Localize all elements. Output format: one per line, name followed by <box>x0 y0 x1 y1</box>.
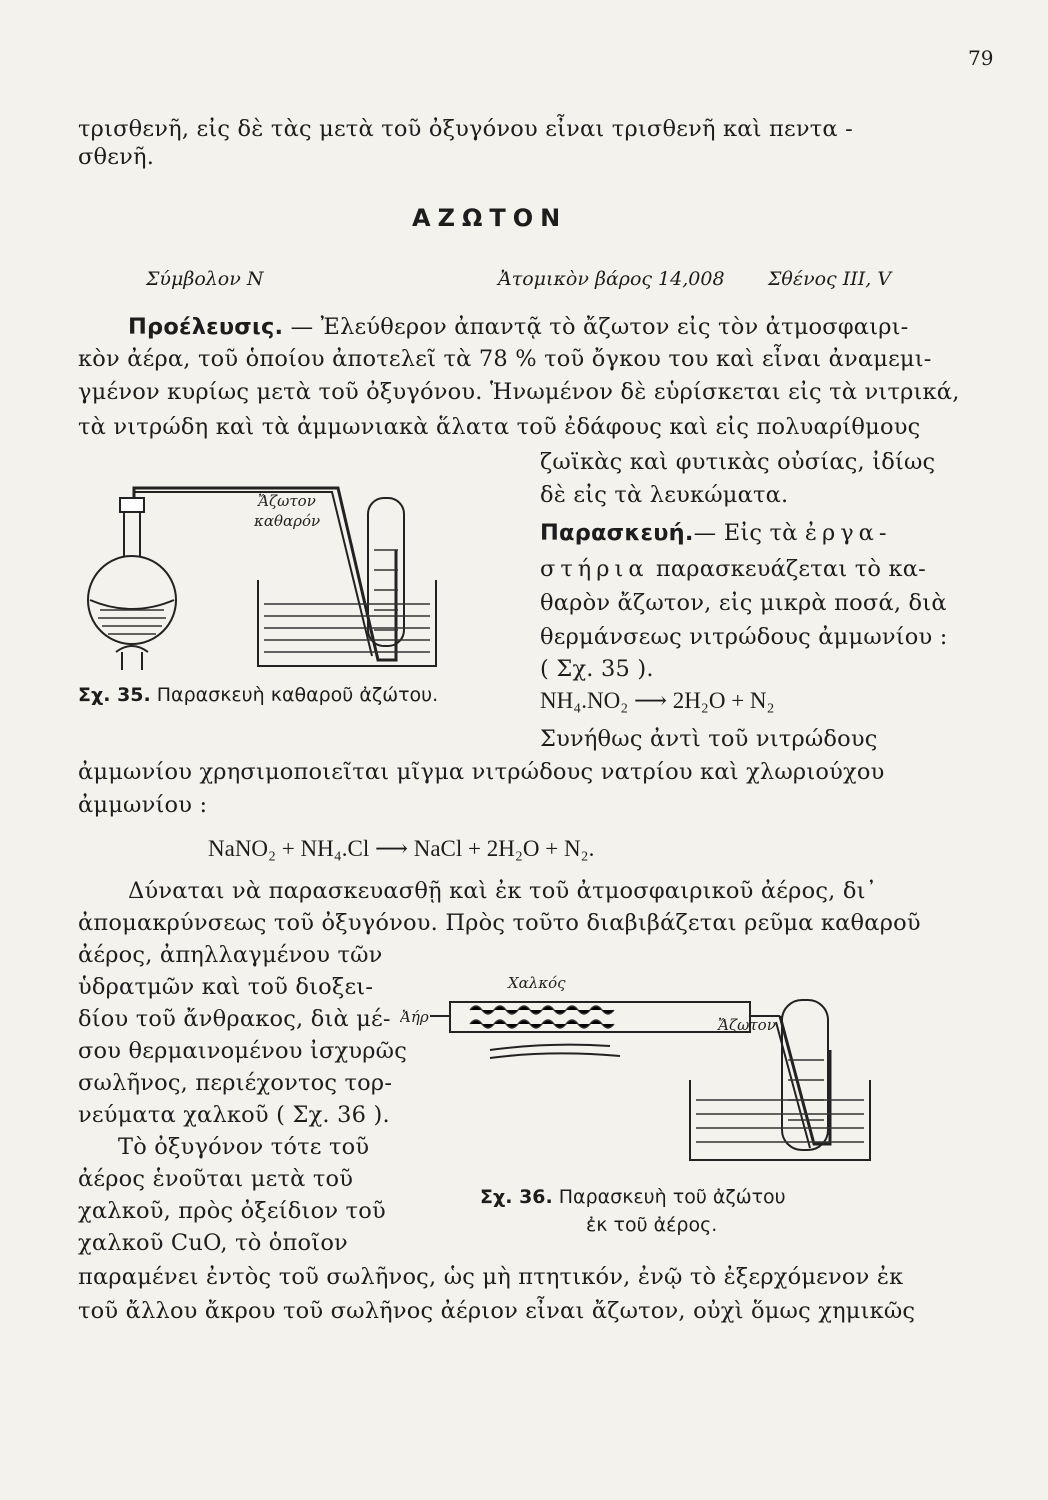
text-line: Τὸ ὀξυγόνον τότε τοῦ <box>118 1134 370 1160</box>
text-line: Συνήθως ἀντὶ τοῦ νιτρώδους <box>540 726 878 752</box>
valence: Σθένος III, V <box>768 268 892 290</box>
text-line: δίου τοῦ ἄνθρακος, διὰ μέ- <box>78 1006 391 1032</box>
text-line: ἀπομακρύνσεως τοῦ ὀξυγόνου. Πρὸς τοῦτο διαβιβάζεται ρεῦμα καθαροῦ <box>78 910 921 936</box>
text-fragment: παρασκευάζεται τὸ κα- <box>648 556 926 582</box>
text-line: ἀέρος ἑνοῦται μετὰ τοῦ <box>78 1166 354 1192</box>
figure-35-label-pure: καθαρόν <box>254 512 321 530</box>
text-fragment: — Εἰς τὰ <box>693 520 805 546</box>
text-line: ὑδρατμῶν καὶ τοῦ διοξει- <box>78 974 374 1000</box>
text-line: θαρὸν ἄζωτον, εἰς μικρὰ ποσά, διὰ <box>540 590 947 616</box>
text-line: χαλκοῦ, πρὸς ὀξείδιον τοῦ <box>78 1198 386 1224</box>
text-line: θερμάνσεως νιτρώδους ἀμμωνίου : <box>540 624 948 650</box>
text-line: γμένον κυρίως μετὰ τοῦ ὀξυγόνου. Ἡνωμένον δὲ εὑρίσκεται εἰς τὰ νιτρικά, <box>78 379 960 405</box>
text-line: σθενῆ. <box>78 144 155 170</box>
text-line: σου θερμαινομένου ἰσχυρῶς <box>78 1038 408 1064</box>
figure-35-label-gas: Ἄζωτον <box>258 492 316 510</box>
atomic-weight: Ἀτομικὸν βάρος 14,008 <box>498 268 725 290</box>
figure-35-caption-text: Παρασκευὴ καθαροῦ ἀζώτου. <box>150 684 439 706</box>
figure-36-label-copper: Χαλκός <box>508 974 566 992</box>
text-line: τρισθενῆ, εἰς δὲ τὰς μετὰ τοῦ ὀξυγόνου εἶναι τρισθενῆ καὶ πεντα - <box>78 116 853 142</box>
text-line: ἀέρος, ἀπηλλαγμένου τῶν <box>78 942 383 968</box>
text-line: — Ἐλεύθερον ἀπαντᾷ τὸ ἄζωτον εἰς τὸν ἀτμοσφαιρι- <box>283 314 909 340</box>
text-line: Δύναται νὰ παρασκευασθῇ καὶ ἐκ τοῦ ἀτμοσφαιρικοῦ ἀέρος, δι᾽ <box>128 878 878 904</box>
text-line: ἀμμωνίου : <box>78 792 208 818</box>
element-symbol: Σύμβολον N <box>146 268 264 290</box>
text-line: κὸν ἀέρα, τοῦ ὁποίου ἀποτελεῖ τὰ 78 % τοῦ ὄγκου του καὶ εἶναι ἀναμεμι- <box>78 346 932 372</box>
equation-2: NaNO₂ + NH₄.Cl ⟶ NaCl + 2H₂O + N₂. <box>208 836 595 861</box>
text-line: ζωϊκὰς καὶ φυτικὰς οὐσίας, ἰδίως <box>540 449 936 475</box>
figure-35-caption-num: Σχ. 35. <box>78 684 151 706</box>
text-fragment: ἐργα- <box>804 520 892 546</box>
text-line: παραμένει ἐντὸς τοῦ σωλῆνος, ὡς μὴ πτητικόν, ἐνῷ τὸ ἐξερχόμενον ἐκ <box>78 1264 904 1290</box>
preparation-paragraph-start <box>540 518 891 548</box>
figure-35-drawing <box>78 470 458 678</box>
text-line: ( Σχ. 35 ). <box>540 656 654 682</box>
figure-36-caption-text: Παρασκευὴ τοῦ ἀζώτου <box>552 1186 786 1208</box>
text-line: τοῦ ἄλλου ἄκρου τοῦ σωλῆνος ἀέριον εἶναι ἄζωτον, οὐχὶ ὅμως χημικῶς <box>78 1298 916 1324</box>
text-line: τὰ νιτρώδη καὶ τὰ ἀμμωνιακὰ ἅλατα τοῦ ἐδάφους καὶ εἰς πολυαρίθμους <box>78 414 921 440</box>
text-fragment: στήρια <box>540 556 649 582</box>
figure-35-apparatus <box>78 470 458 678</box>
equation-1: NH₄.NO₂ ⟶ 2H₂O + N₂ <box>540 688 775 713</box>
figure-36-caption-num: Σχ. 36. <box>480 1186 553 1208</box>
origin-paragraph-start <box>128 312 908 342</box>
page-number: 79 <box>968 46 994 70</box>
figure-36-apparatus <box>400 930 890 1180</box>
text-line: νεύματα χαλκοῦ ( Σχ. 36 ). <box>78 1102 390 1128</box>
figure-36-caption <box>480 1186 786 1208</box>
text-line: χαλκοῦ CuO, τὸ ὁποῖον <box>78 1230 348 1256</box>
text-line: δὲ εἰς τὰ λευκώματα. <box>540 482 789 508</box>
preparation-heading: Παρασκευή. <box>540 520 694 546</box>
figure-36-caption-line2: ἐκ τοῦ ἀέρος. <box>586 1214 718 1236</box>
text-line: σωλῆνος, περιέχοντος τορ- <box>78 1070 393 1096</box>
origin-heading: Προέλευσις. <box>128 314 284 340</box>
section-title: ΑΖΩΤΟΝ <box>412 204 568 232</box>
figure-36-label-air: Ἀήρ <box>400 1008 429 1026</box>
figure-36-label-gas: Ἄζωτον <box>718 1016 776 1034</box>
figure-36-drawing <box>400 930 890 1180</box>
figure-35-caption <box>78 684 438 706</box>
text-line: ἀμμωνίου χρησιμοποιεῖται μῖγμα νιτρώδους νατρίου καὶ χλωριούχου <box>78 759 885 785</box>
text-line <box>540 554 926 584</box>
